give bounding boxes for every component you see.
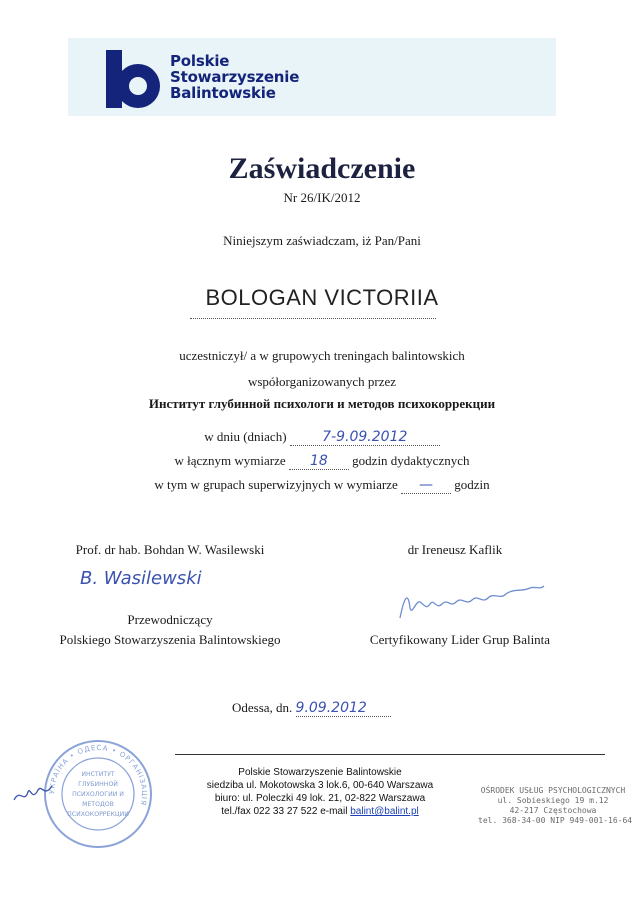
left-signer-name: Prof. dr hab. Bohdan W. Wasilewski <box>75 542 265 557</box>
footer-address <box>200 766 440 818</box>
rect-stamp-line-4: tel. 368-34-00 NIP 949-001-16-64 <box>478 816 633 825</box>
rect-stamp-line-1: OŚRODEK USŁUG PSYCHOLOGICZNYCH <box>480 786 626 795</box>
issue-date: 9.09.2012 <box>295 700 367 716</box>
association-logo-icon <box>98 48 170 110</box>
place-date <box>232 700 391 717</box>
logo-line-2: Stowarzyszenie <box>170 68 300 86</box>
left-handwritten-signature: B. Wasilewski <box>80 568 202 589</box>
logo-line-1: Polskie <box>170 52 230 70</box>
round-stamp-icon <box>42 738 154 850</box>
name-dotted-line <box>190 318 436 319</box>
rect-stamp-line-2: ul. Sobieskiego 19 m.12 <box>497 796 609 805</box>
dates-line <box>0 429 644 446</box>
rect-stamp-line-3: 42-217 Częstochowa <box>509 806 597 815</box>
supervision-value: — <box>418 477 433 493</box>
supervision-label: w tym w grupach superwizyjnych w wymiarze <box>154 477 398 492</box>
footer-phone: tel./fax 022 33 27 522 <box>221 806 318 817</box>
round-stamp-line-4: МЕТОДОВ <box>82 801 114 808</box>
place-label: Odessa, dn. <box>232 700 293 715</box>
logo-line-3: Balintowskie <box>170 84 276 102</box>
round-stamp-ring-text: УКРАЇНА • ОДЕСА • ОРГАНІЗАЦІЯ <box>47 743 149 807</box>
document-title: Zaświadczenie <box>228 152 416 185</box>
footer-address-1: siedziba ul. Mokotowska 3 lok.6, 00-640 Warszawa <box>206 780 434 791</box>
footer-org-name: Polskie Stowarzyszenie Balintowskie <box>238 767 402 778</box>
left-role-organization: Polskiego Stowarzyszenia Balintowskiego <box>59 632 281 647</box>
logo-text <box>170 53 299 101</box>
institute-name: Институт глубинной психологи и методов психокоррекции <box>148 396 496 411</box>
hours-value: 18 <box>310 453 328 469</box>
right-signer-name: dr Ireneusz Kaflik <box>407 542 503 557</box>
participation-line: uczestniczył/ a w grupowych treningach balintowskich <box>179 348 465 363</box>
round-stamp-line-3: ПСИХОЛОГИИ И <box>72 791 124 798</box>
hours-suffix: godzin dydaktycznych <box>352 453 470 468</box>
left-role-title: Przewodniczący <box>127 612 213 627</box>
footer-address-2: biuro: ul. Poleczki 49 lok. 21, 02-822 Warszawa <box>214 793 426 804</box>
footer-email-link[interactable]: balint@balint.pl <box>350 806 419 817</box>
stamp-signature-icon <box>12 778 54 808</box>
right-role: Certyfikowany Lider Grup Balinta <box>369 632 551 647</box>
right-signature-icon <box>390 580 550 625</box>
footer-contact <box>200 805 440 818</box>
intro-line: Niniejszym zaświadczam, iż Pan/Pani <box>223 233 421 248</box>
supervision-line <box>0 477 644 494</box>
hours-label: w łącznym wymiarze <box>174 453 286 468</box>
round-stamp-line-5: ПСИХОКОРРЕКЦИИ <box>67 811 129 818</box>
dates-label: w dniu (dniach) <box>204 429 287 444</box>
round-stamp-line-2: ГЛУБИННОЙ <box>78 781 118 788</box>
recipient-name: BOLOGAN VICTORIIA <box>205 285 439 310</box>
rectangular-stamp <box>478 786 633 826</box>
footer-divider <box>175 754 605 755</box>
footer-email-label: e-mail <box>320 806 348 817</box>
round-stamp-line-1: ИНСТИТУТ <box>81 771 115 778</box>
supervision-suffix: godzin <box>454 477 490 492</box>
certificate-number: Nr 26/IK/2012 <box>283 190 361 205</box>
coorganized-line: współorganizowanych przez <box>247 374 397 389</box>
dates-value: 7-9.09.2012 <box>322 429 408 445</box>
hours-line <box>0 453 644 470</box>
